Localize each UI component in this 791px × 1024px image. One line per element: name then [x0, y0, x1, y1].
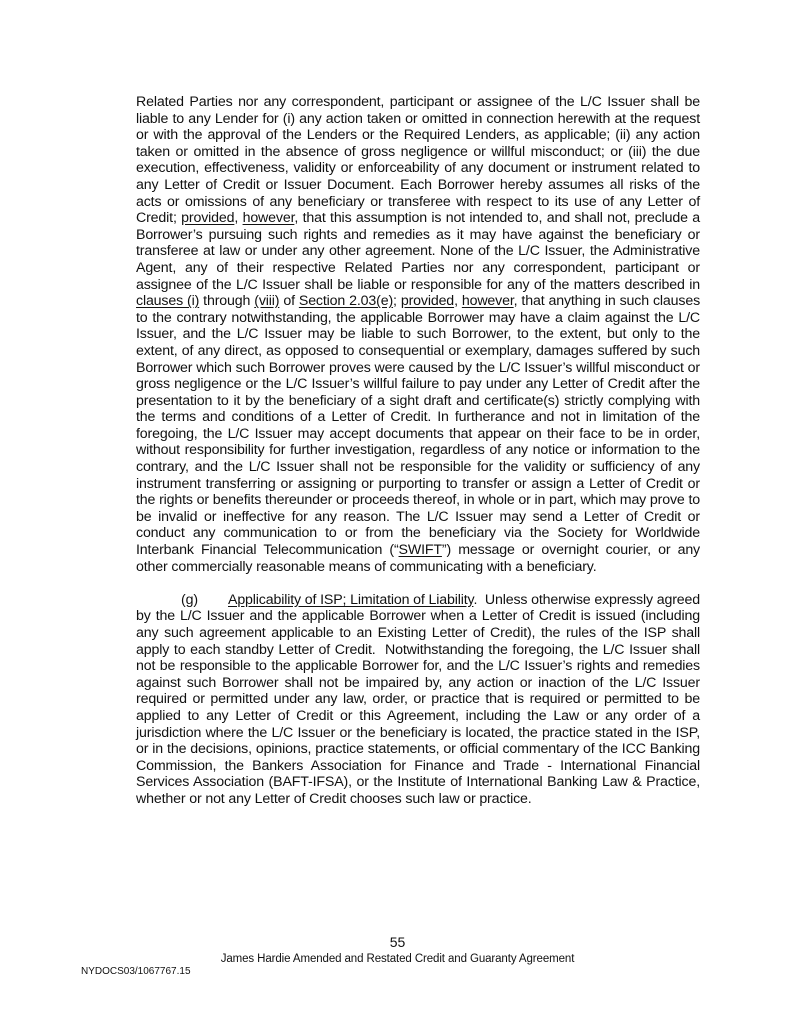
footer-title: James Hardie Amended and Restated Credit and Guaranty Agreement: [220, 953, 575, 965]
text-run: .: [473, 591, 478, 608]
text-run: ,: [234, 210, 243, 227]
underlined-term-provided: provided: [181, 210, 235, 227]
underlined-term-however: however: [461, 293, 514, 310]
text-run: , that this assumption is not intended to, and shall not, preclude a Borrower’s pursuing such rights and remedies as it may have against the beneficiary or transferee at law or under any other agreement. None of the L/C Issuer, the Administrative Agent, any of their respective Related Parties nor any correspondent, participant or assignee of the L/C Issuer shall be liable or responsible for any of the matters described in: [136, 210, 701, 293]
body-text: [136, 94, 704, 808]
text-run: through: [199, 293, 255, 310]
text-run: ,: [454, 293, 462, 310]
text-run: of: [279, 293, 299, 310]
section-label: (g): [181, 591, 198, 608]
paragraph-lc-issuer-liability: [136, 94, 700, 575]
text-run: ”) message or overnight courier, or any other commercially reasonable means of communicating with a beneficiary.: [136, 542, 701, 575]
page-number: 55: [389, 934, 406, 950]
text-run: ;: [393, 293, 401, 310]
section-heading: Applicability of ISP; Limitation of Liability: [228, 591, 474, 608]
text-run: , that anything in such clauses to the contrary notwithstanding, the applicable Borrower may have a claim against the L/C Issuer, and the L/C Issuer may be liable to such Borrower, to the extent, but only to the extent, of any direct, as opposed to consequential or exemplary, damages suffered by such Borrower which such Borrower proves were caused by the L/C Issuer’s willful misconduct or gross negligence or the L/C Issuer’s willful failure to pay under any Letter of Credit after the presentation to it by the beneficiary of a sight draft and certificate(s) strictly complying with the terms and conditions of a Letter of Credit. In furtherance and not in limitation of the foregoing, the L/C Issuer may accept documents that appear on their face to be in order, without responsibility for further investigation, regardless of any notice or information to the contrary, and the L/C Issuer shall not be responsible for the validity or sufficiency of any instrument transferring or assigning or purporting to transfer or assign a Letter of Credit or the rights or benefits thereunder or proceeds thereof, in whole or in part, which may prove to be invalid or ineffective for any reason. The L/C Issuer may send a Letter of Credit or conduct any communication to or from the beneficiary via the Society for Worldwide Interbank Financial Telecommunication (“: [136, 293, 701, 559]
text-run: Unless otherwise expressly agreed by the L/C Issuer and the applicable Borrower when a Letter of Credit is issued (including any such agreement applicable to an Existing Letter of Credit), the rules of the ISP shall apply to each standby Letter of Credit. Notwithstanding the foregoing, the L/C Issuer shall not be responsible to the applicable Borrower for, and the L/C Issuer’s rights and remedies against such Borrower shall not be impaired by, any action or inaction of the L/C Issuer required or permitted under any law, order, or practice that is required or permitted to be applied to any Letter of Credit or this Agreement, including the Law or any order of a jurisdiction where the L/C Issuer or the beneficiary is located, the practice stated in the ISP, or in the decisions, opinions, practice statements, or official commentary of the ICC Banking Commission, the Bankers Association for Finance and Trade - International Financial Services Association (BAFT-IFSA), or the Institute of International Banking Law & Practice, whether or not any Letter of Credit chooses such law or practice.: [136, 591, 704, 807]
underlined-term-however: however: [242, 210, 295, 227]
cross-reference-viii: (viii): [254, 293, 280, 310]
cross-reference-clauses: clauses (i): [136, 293, 200, 310]
defined-term-swift: SWIFT: [398, 542, 442, 559]
paragraph-section-g: [136, 591, 704, 808]
cross-reference-section: Section 2.03(e): [298, 293, 394, 310]
text-run: Related Parties nor any correspondent, participant or assignee of the L/C Issuer shall be liable to any Lender for (i) any action taken or omitted in connection herewith at the request or with the approval of the Lenders or the Required Lenders, as applicable; (ii) any action taken or omitted in the absence of gross negligence or willful misconduct; or (iii) the due execution, effectiveness, validity or enforceability of any document or instrument related to any Letter of Credit or Issuer Document. Each Borrower hereby assumes all risks of the acts or omissions of any beneficiary or transferee with respect to its use of any Letter of Credit;: [136, 94, 700, 227]
document-id: NYDOCS03/1067767.15: [81, 966, 191, 977]
underlined-term-provided: provided: [400, 293, 455, 310]
